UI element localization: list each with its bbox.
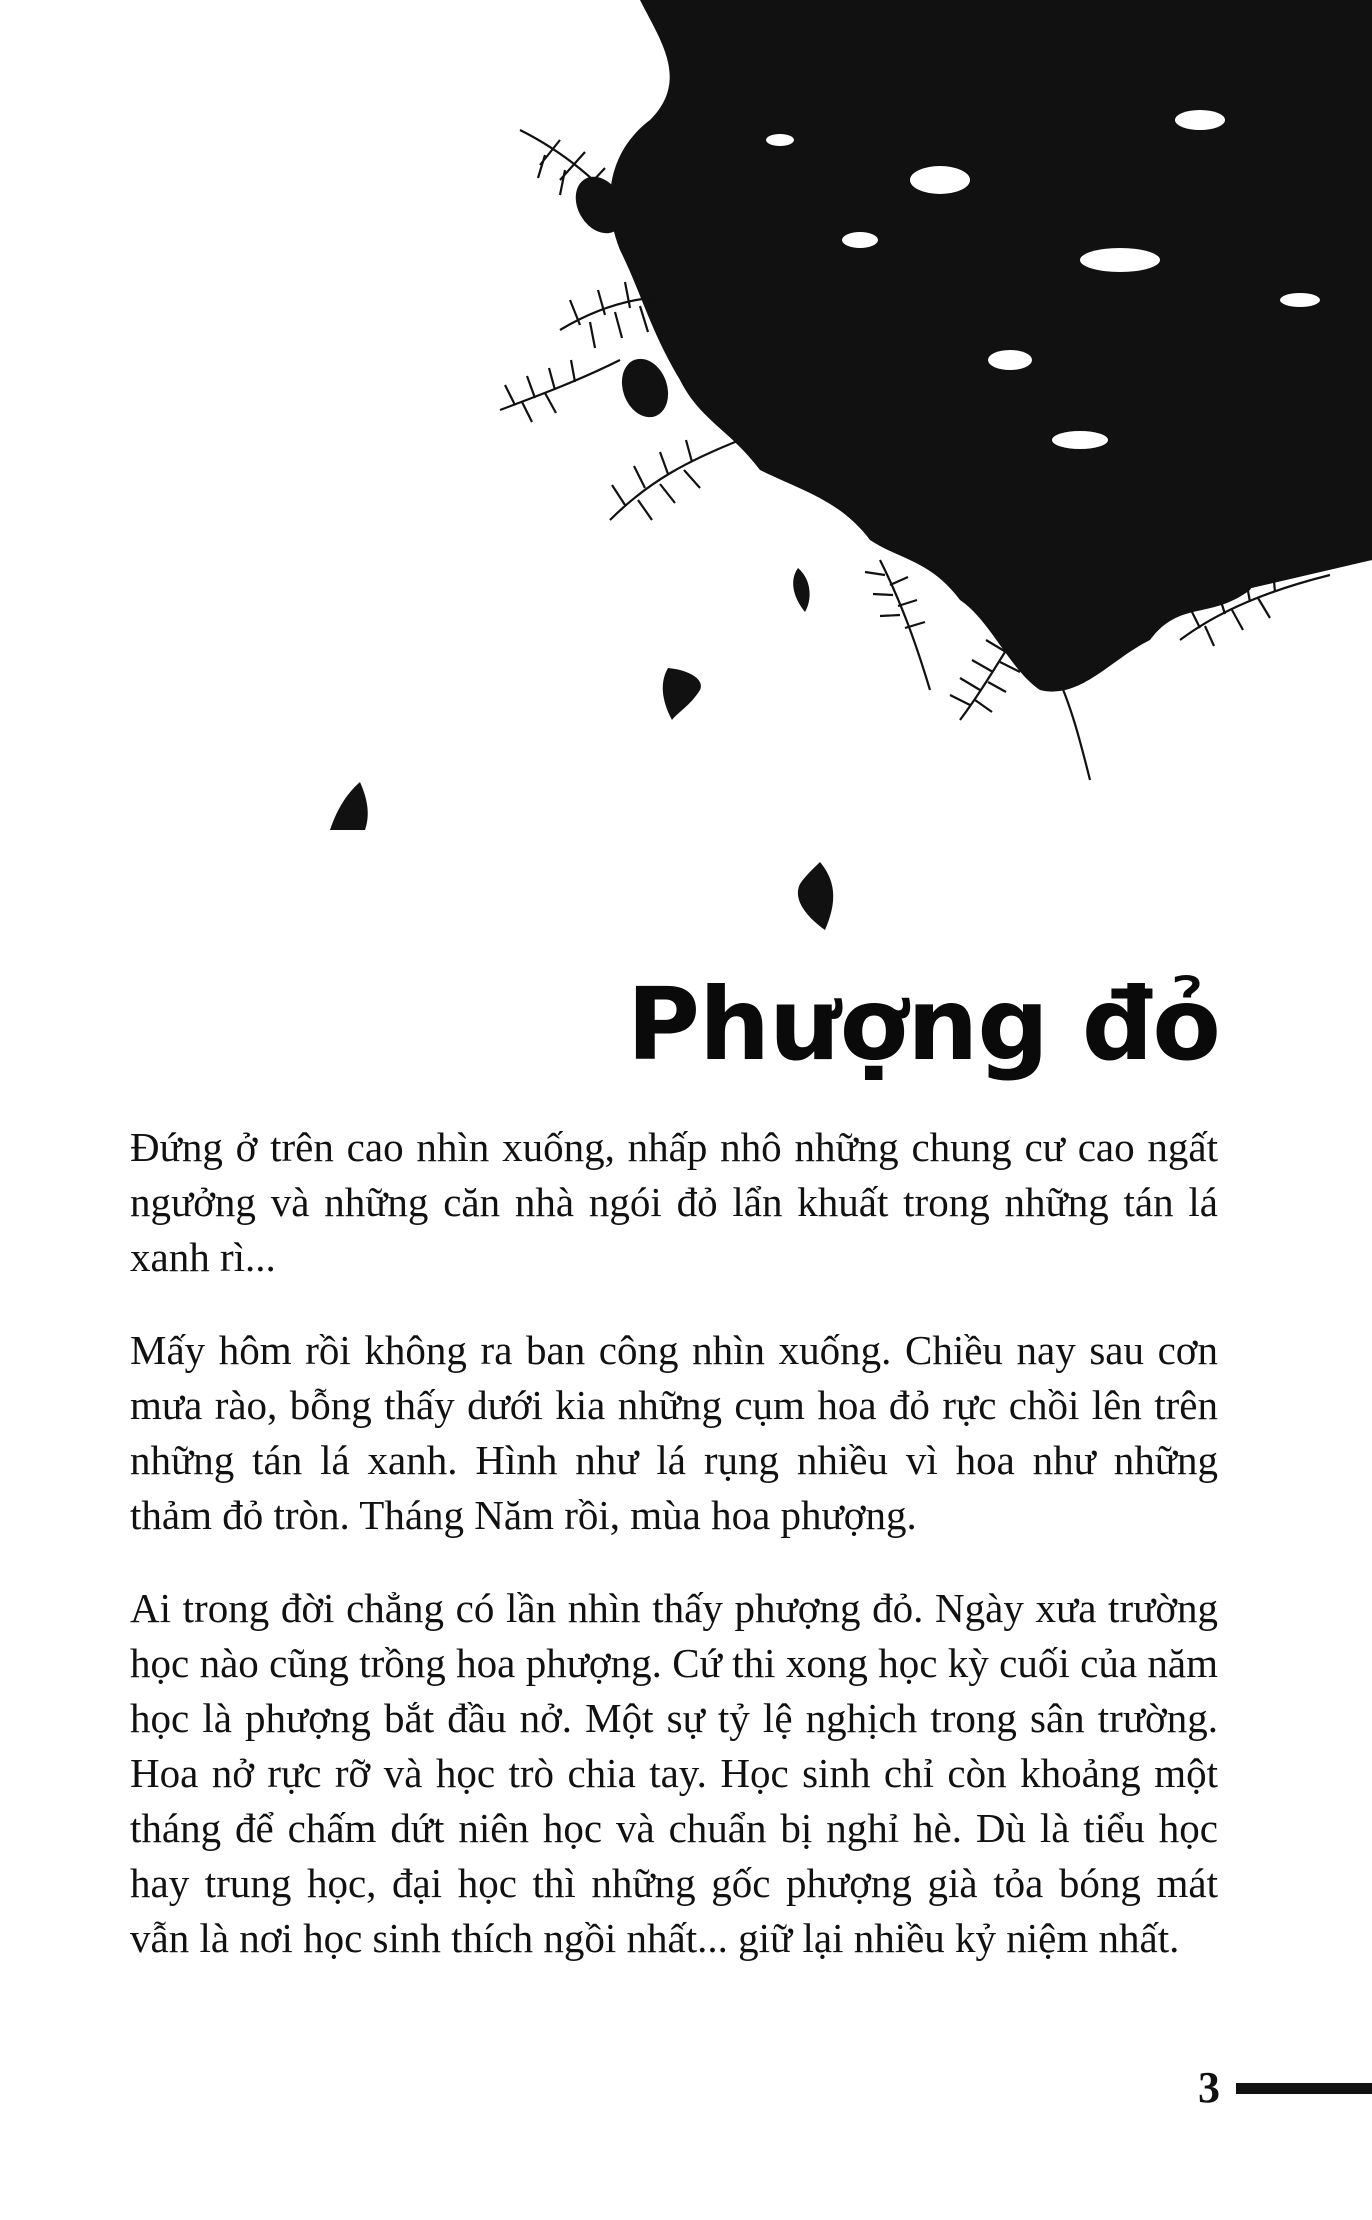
- page-number: 3: [1198, 2063, 1220, 2112]
- flamboyant-tree-illustration: [0, 0, 1372, 1000]
- foliage-mass: [610, 0, 1372, 692]
- paragraph-2: Mấy hôm rồi không ra ban công nhìn xuống. Chiều nay sau cơn mưa rào, bỗng thấy dưới kia những cụm hoa đỏ rực chồi lên trên những tán lá xanh. Hình như lá rụng nhiều vì hoa như những thảm đỏ tròn. Tháng Năm rồi, mùa hoa phượng.: [130, 1327, 1218, 1538]
- paragraph-1: Đứng ở trên cao nhìn xuống, nhấp nhô những chung cư cao ngất ngưởng và những căn nhà ngói đỏ lẩn khuất trong những tán lá xanh rì...: [130, 1124, 1218, 1280]
- page-number-rule: [1236, 2083, 1372, 2094]
- chapter-title: Phượng đỏ: [626, 966, 1220, 1083]
- paragraph-3: Ai trong đời chẳng có lần nhìn thấy phượng đỏ. Ngày xưa trường học nào cũng trồng hoa phượng. Cứ thi xong học kỳ cuối của năm học là phượng bắt đầu nở. Một sự tỷ lệ nghịch trong sân trường. Hoa nở rực rỡ và học trò chia tay. Học sinh chỉ còn khoảng một tháng để chấm dứt niên học và chuẩn bị nghỉ hè. Dù là tiểu học hay trung học, đại học thì những gốc phượng già tỏa bóng mát vẫn là nơi học sinh thích ngồi nhất... giữ lại nhiều kỷ niệm nhất.: [130, 1585, 1218, 1961]
- body-text: [130, 1120, 1218, 2004]
